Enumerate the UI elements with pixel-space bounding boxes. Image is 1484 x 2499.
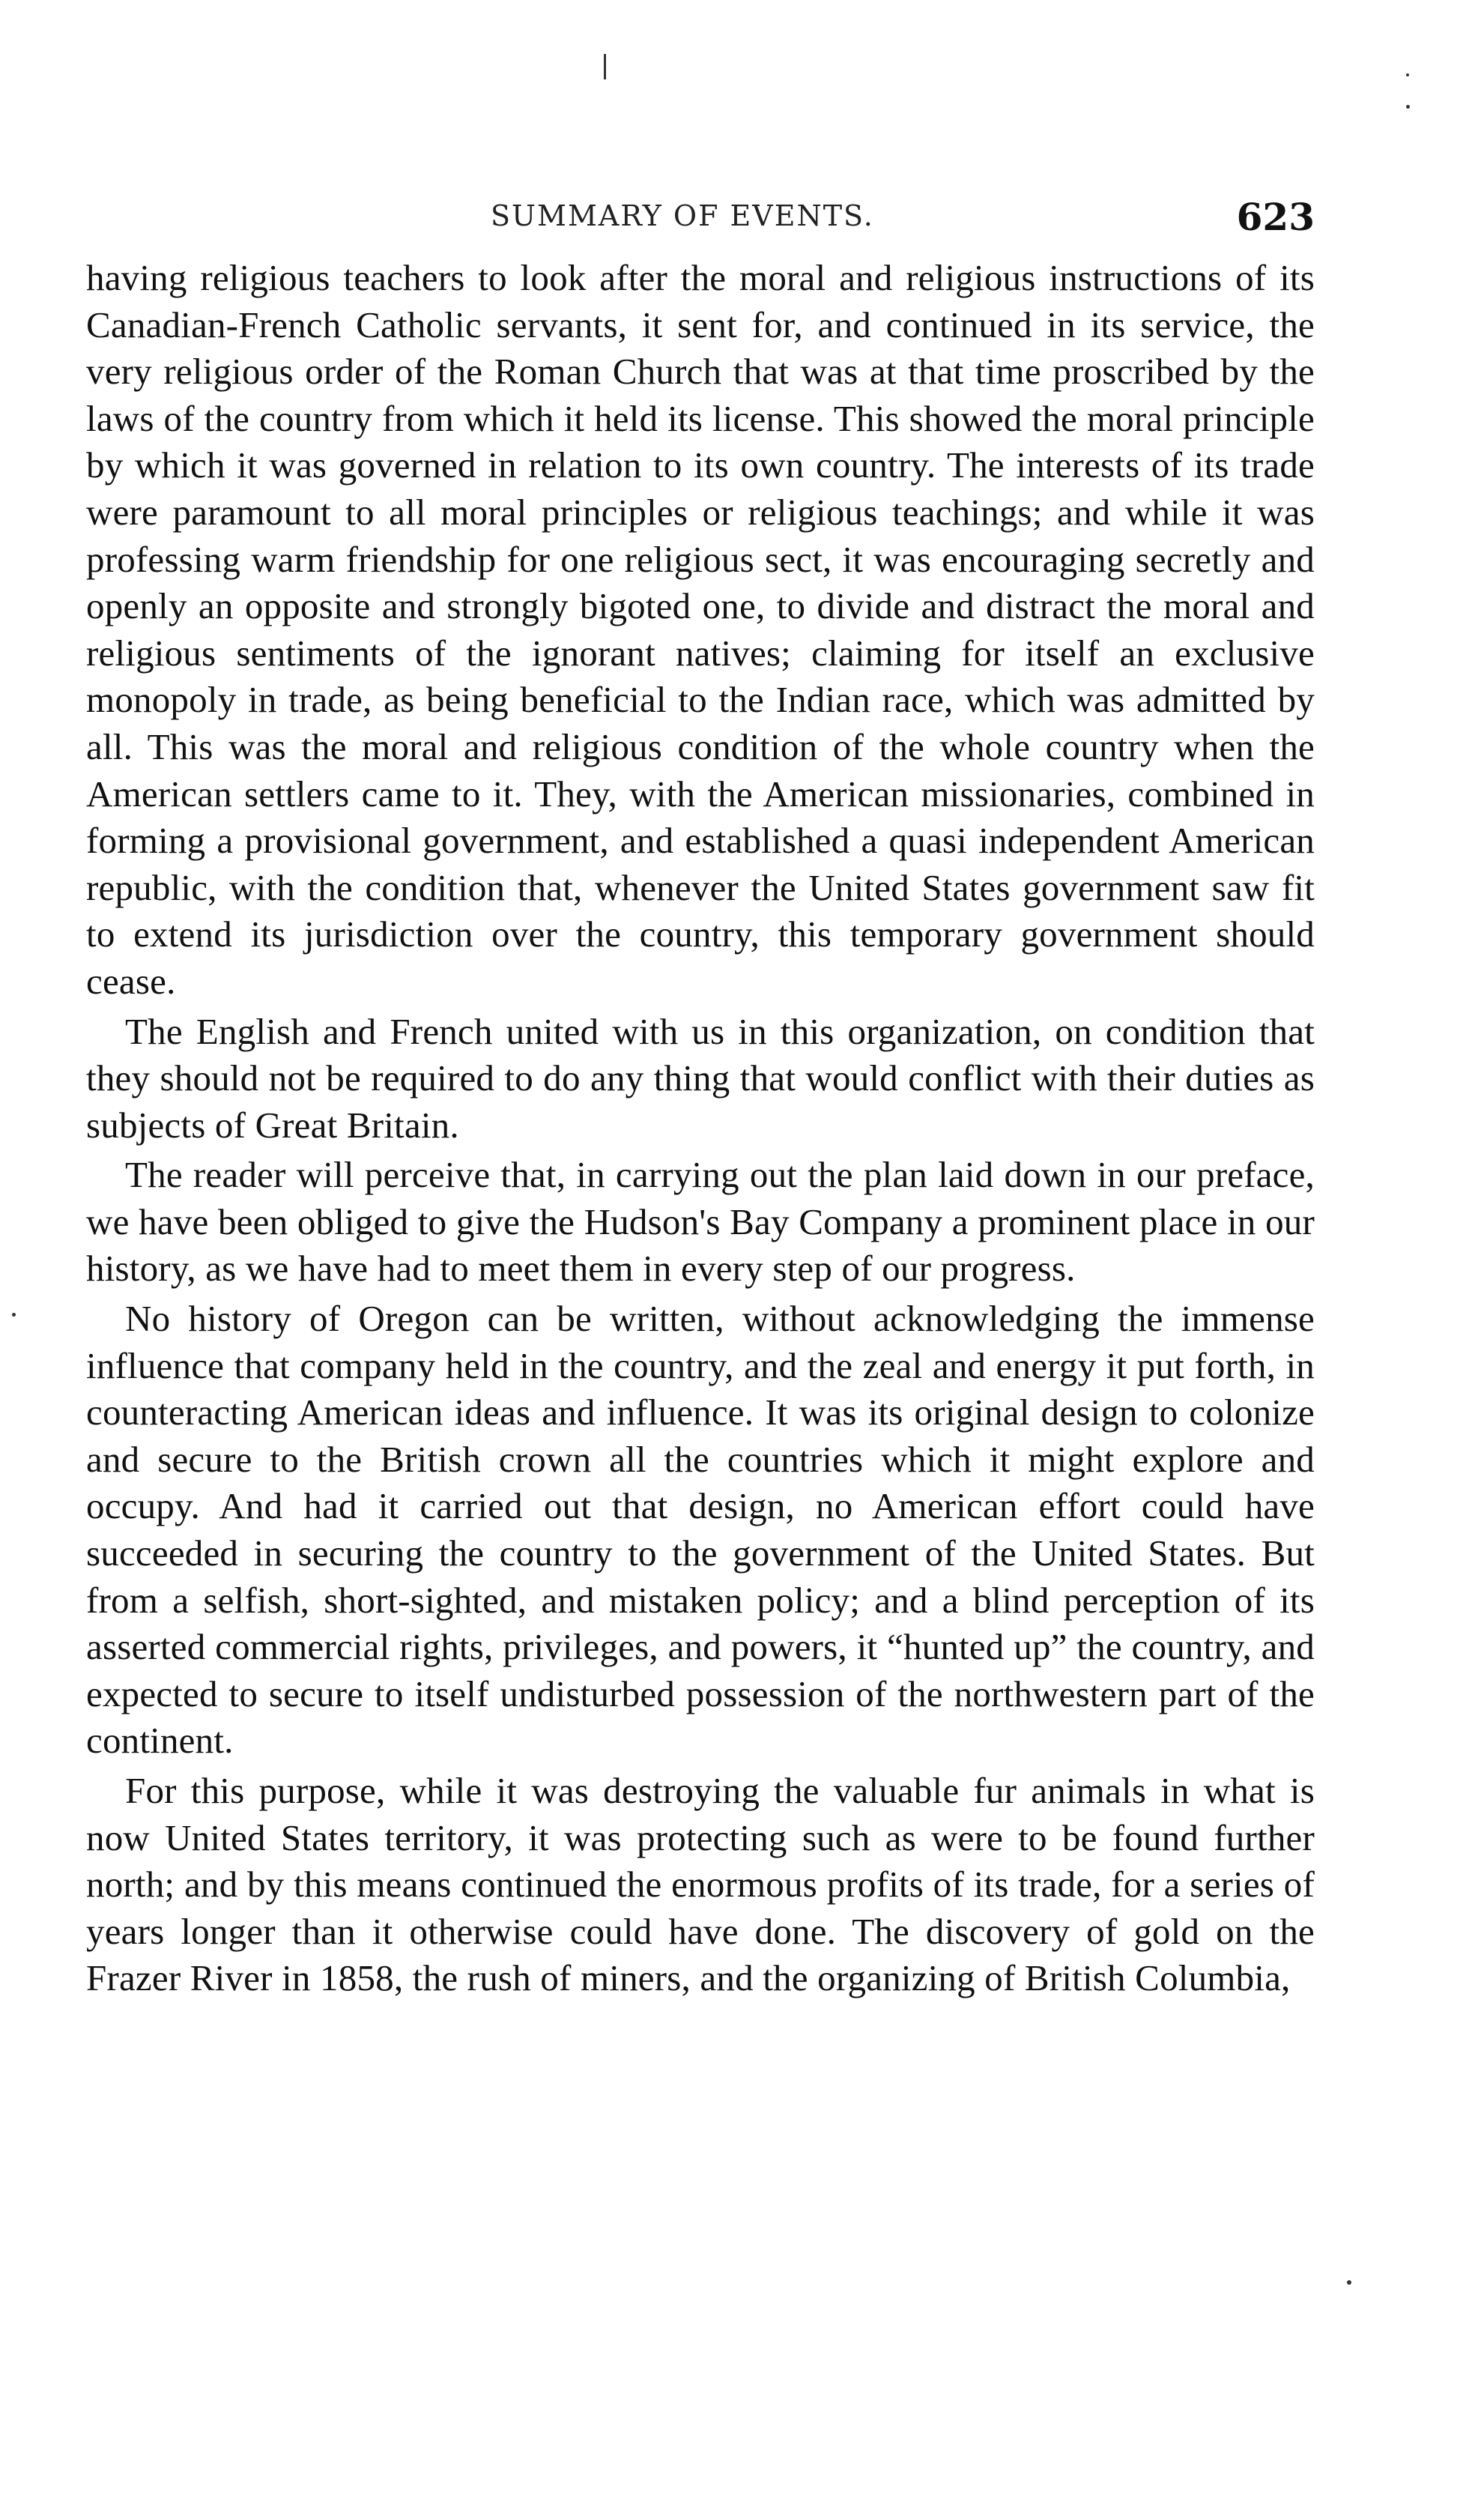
page-header bbox=[86, 195, 1315, 252]
running-title: SUMMARY OF EVENTS. bbox=[491, 199, 874, 232]
paragraph-3: The reader will perceive that, in carrying out the plan laid down in our preface, we have been obliged to give the Hudson's Bay Company a prominent place in our history, as we have had to meet them in every step of our progress. bbox=[86, 1154, 1315, 1290]
scan-mark bbox=[604, 54, 606, 79]
paragraph-4: No history of Oregon can be written, without acknowledging the immense influence that company held in the country, and the zeal and energy it put forth, in counteracting American ideas and influence. It was its original design to colonize and secure to the British crown all the countries which it might explore and occupy. And had it carried out that design, no American effort could have succeeded in securing the country to the government of the United States. But from a selfish, short-sighted, and mistaken policy; and a blind perception of its asserted commercial rights, privileges, and powers, it “hunted up” the country, and expected to secure to itself undisturbed possession of the northwestern part of the continent. bbox=[86, 1298, 1315, 1762]
scan-speck bbox=[12, 1313, 16, 1317]
scan-speck bbox=[1406, 73, 1409, 76]
scan-speck bbox=[1347, 2280, 1351, 2285]
paragraph-1: having religious teachers to look after the moral and religious instructions of its Canadian-French Catholic servants, it sent for, and continued in its service, the very religious order of the Roman Church that was at that time proscribed by the laws of the country from which it held its license. This showed the moral principle by which it was governed in relation to its own country. The interests of its trade were paramount to all moral principles or religious teachings; and while it was professing warm friendship for one religious sect, it was encouraging secretly and openly an opposite and strongly bigoted one, to divide and distract the moral and religious sentiments of the ignorant natives; claiming for itself an exclusive monopoly in trade, as being beneficial to the Indian race, which was admitted by all. This was the moral and religious condition of the whole country when the American settlers came to it. They, with the American missionaries, combined in forming a provisional government, and established a quasi independent American republic, with the condition that, whenever the United States government saw fit to extend its jurisdiction over the country, this temporary government should cease. bbox=[86, 257, 1315, 1002]
paragraph-2: The English and French united with us in this organization, on condition that they should not be required to do any thing that would conflict with their duties as subjects of Great Britain. bbox=[86, 1010, 1315, 1146]
body-text bbox=[86, 255, 1315, 2005]
page-number: 623 bbox=[1236, 195, 1315, 239]
paragraph-5: For this purpose, while it was destroying the valuable fur animals in what is now United States territory, it was protecting such as were to be found further north; and by this means continued the enormous profits of its trade, for a series of years longer than it otherwise could have done. The discovery of gold on the Frazer River in 1858, the rush of miners, and the organizing of British Columbia, bbox=[86, 1770, 1315, 1999]
scan-speck bbox=[1406, 105, 1410, 109]
